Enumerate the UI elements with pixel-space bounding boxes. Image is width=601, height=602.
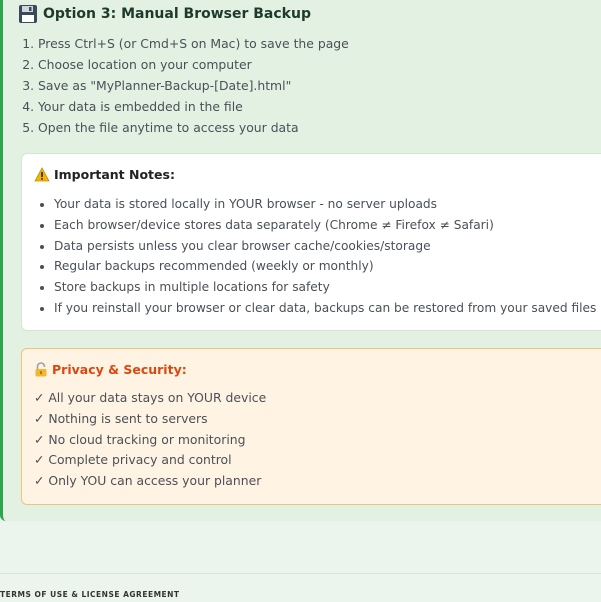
option-title-text: Option 3: Manual Browser Backup (43, 6, 311, 22)
list-item: 5. Open the file anytime to access your data (38, 119, 349, 140)
lock-icon (34, 362, 48, 377)
list-item: ✓ Nothing is sent to servers (34, 410, 208, 426)
list-item: ✓ Only YOU can access your planner (34, 473, 262, 489)
privacy-title-text: Privacy & Security: (52, 362, 187, 377)
list-item: • If you reinstall your browser or clear data, backups can be restored from your saved files (54, 299, 596, 320)
list-item: ✓ No cloud tracking or monitoring (34, 431, 246, 447)
list-item: ✓ All your data stays on YOUR device (34, 390, 267, 405)
terms-link[interactable]: TERMS OF USE & LICENSE AGREEMENT (0, 590, 180, 599)
list-item: • Data persists unless you clear browser cache/cookies/storage (54, 237, 596, 258)
privacy-list (34, 389, 266, 493)
footer-divider (0, 573, 601, 574)
floppy-disk-icon (18, 4, 38, 24)
list-item: 1. Press Ctrl+S (or Cmd+S on Mac) to save the page (38, 35, 349, 56)
option-title (18, 4, 311, 24)
list-item: ✓ Complete privacy and control (34, 452, 232, 468)
list-item: 3. Save as "MyPlanner-Backup-[Date].html" (38, 77, 349, 98)
list-item: • Your data is stored locally in YOUR browser - no server uploads (54, 195, 596, 216)
list-item: 4. Your data is embedded in the file (38, 98, 349, 119)
warning-icon (34, 167, 50, 182)
backup-steps-list (18, 35, 349, 140)
list-item: • Regular backups recommended (weekly or monthly) (54, 257, 596, 278)
notes-title-text: Important Notes: (54, 167, 175, 182)
notes-list (34, 195, 596, 320)
important-notes-box (21, 153, 601, 331)
list-item: • Store backups in multiple locations for safety (54, 278, 596, 299)
list-item: • Each browser/device stores data separately (Chrome ≠ Firefox ≠ Safari) (54, 216, 596, 237)
privacy-security-box (21, 348, 601, 505)
list-item: 2. Choose location on your computer (38, 56, 349, 77)
notes-title (34, 167, 175, 182)
privacy-title (34, 362, 187, 377)
